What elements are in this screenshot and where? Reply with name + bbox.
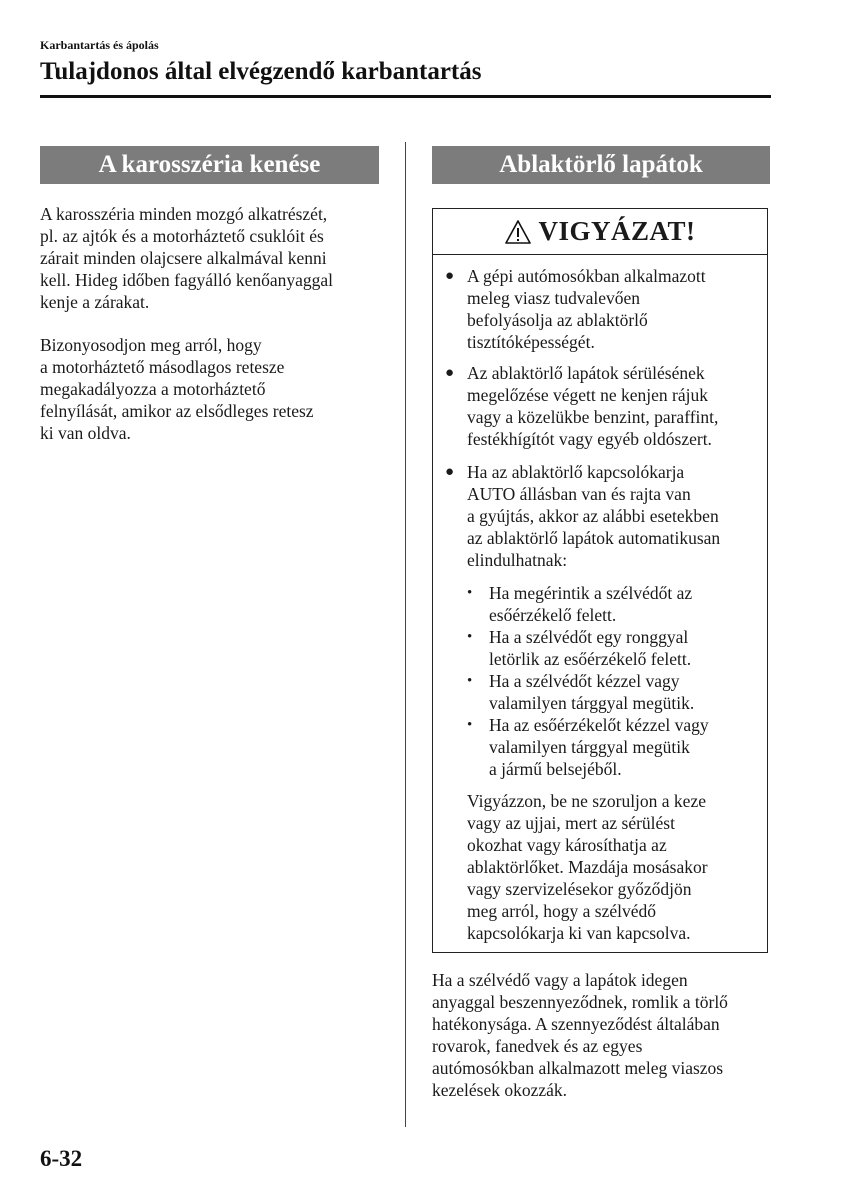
section-heading-body-lubrication: A karosszéria kenése: [40, 146, 379, 184]
sub-bullet-text: Ha a szélvédőt kézzel vagy valamilyen tárggyal megütik.: [489, 671, 695, 713]
section-heading-wiper-blades: Ablaktörlő lapátok: [432, 146, 770, 184]
wiper-contamination-paragraph: Ha a szélvédő vagy a lapátok idegen anyaggal beszennyeződnek, romlik a törlő hatékonysága. A szennyeződést általában rovarok, fanedvek és az egyes autómosókban alkalmazott meleg viaszos kezelések okozzák.: [432, 970, 728, 1100]
column-divider: [405, 142, 406, 1127]
caution-bullet-text: Ha az ablaktörlő kapcsolókarja AUTO állásban van és rajta van a gyújtás, akkor az alábbi esetekben az ablaktörlő lapátok automatikusan elindulhatnak:: [467, 462, 721, 570]
sub-bullet-marker: •: [467, 585, 473, 601]
sub-bullet-text: Ha megérintik a szélvédőt az esőérzékelő felett.: [489, 583, 693, 625]
breadcrumb: Karbantartás és ápolás: [40, 38, 159, 52]
caution-box: [432, 208, 768, 953]
sub-bullet-marker: •: [467, 629, 473, 645]
caution-header: [433, 209, 767, 255]
sub-bullet-marker: •: [467, 673, 473, 689]
header-divider: [40, 95, 771, 98]
warning-triangle-icon: [504, 219, 532, 245]
page-number: 6-32: [40, 1146, 83, 1171]
caution-note: Vigyázzon, be ne szoruljon a keze vagy az ujjai, mert az sérülést okozhat vagy károsíthatja az ablaktörlőket. Mazdája mosásakor vagy szervizelésekor győződjön meg arról, hogy a szélvédő kapcsolókarja ki van kapcsolva.: [467, 791, 708, 943]
bullet-marker: ●: [445, 464, 455, 480]
bullet-marker: ●: [445, 365, 455, 381]
caution-bullet-text: Az ablaktörlő lapátok sérülésének megelőzése végett ne kenjen rájuk vagy a közelükbe benzint, paraffint, festékhígítót vagy egyéb oldószert.: [467, 363, 719, 449]
sub-bullet-text: Ha a szélvédőt egy ronggyal letörlik az esőérzékelő felett.: [489, 627, 692, 669]
hood-latch-paragraph: Bizonyosodjon meg arról, hogy a motorháztető másodlagos retesze megakadályozza a motorháztető felnyílását, amikor az elsődleges retesz ki van oldva.: [40, 335, 314, 443]
caution-bullet-text: A gépi autómosókban alkalmazott meleg viasz tudvalevően befolyásolja az ablaktörlő tisztítóképességét.: [467, 266, 706, 352]
caution-title: VIGYÁZAT!: [538, 216, 696, 246]
bullet-marker: ●: [445, 268, 455, 284]
page-title: Tulajdonos által elvégzendő karbantartás: [40, 58, 482, 85]
body-lubrication-paragraph: A karosszéria minden mozgó alkatrészét, pl. az ajtók és a motorháztető csuklóit és zárait minden olajcsere alkalmával kenni kell. Hideg időben fagyálló kenőanyaggal kenje a zárakat.: [40, 204, 334, 312]
sub-bullet-marker: •: [467, 717, 473, 733]
sub-bullet-text: Ha az esőérzékelőt kézzel vagy valamilyen tárggyal megütik a jármű belsejéből.: [489, 715, 709, 779]
